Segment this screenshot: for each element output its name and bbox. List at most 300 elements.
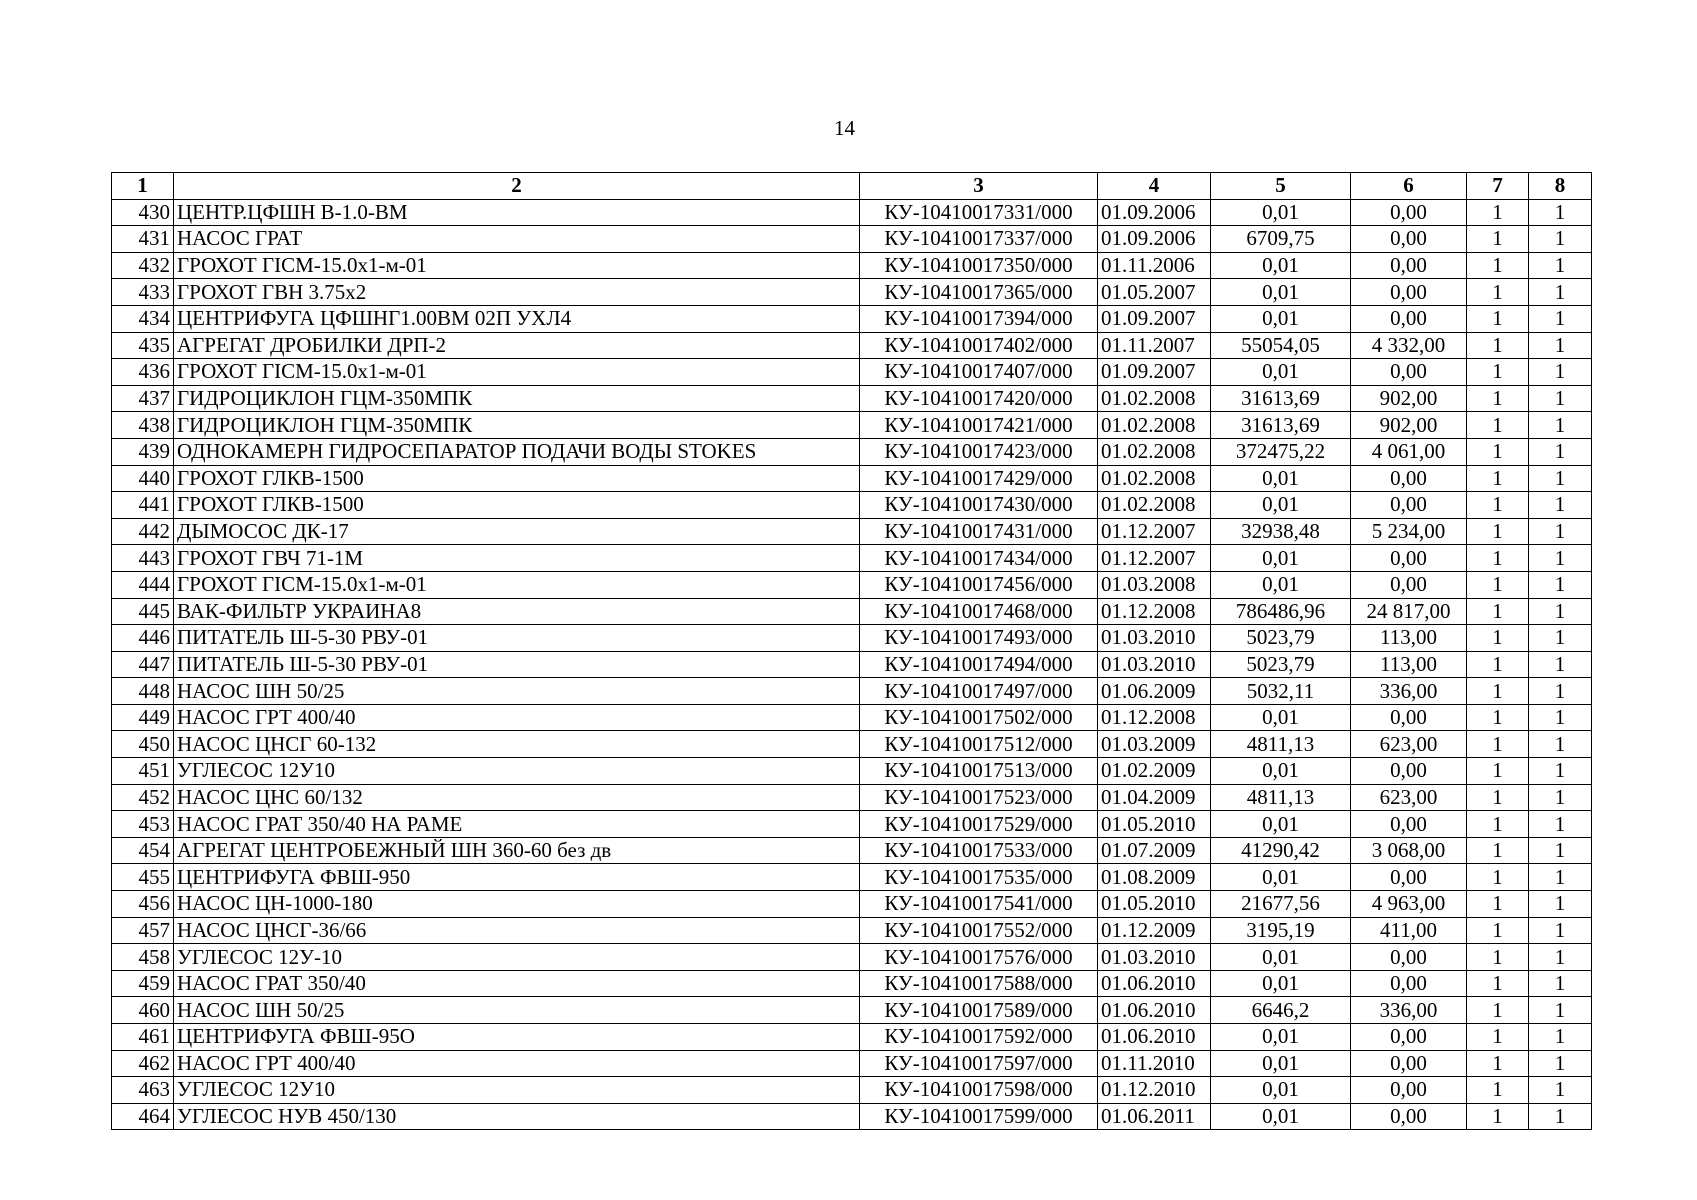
commission-date: 01.05.2010 [1098, 811, 1211, 838]
residual-value: 113,00 [1351, 625, 1467, 652]
quantity-col-8: 1 [1529, 199, 1592, 226]
quantity-col-8: 1 [1529, 465, 1592, 492]
row-number: 439 [112, 438, 174, 465]
equipment-name: ГИДРОЦИКЛОН ГЦМ-350МПК [174, 412, 860, 439]
residual-value: 0,00 [1351, 758, 1467, 785]
table-row [112, 731, 1592, 758]
equipment-name: НАСОС ГРАТ [174, 226, 860, 253]
commission-date: 01.12.2008 [1098, 598, 1211, 625]
residual-value: 3 068,00 [1351, 837, 1467, 864]
quantity-col-7: 1 [1467, 997, 1529, 1024]
quantity-col-7: 1 [1467, 1103, 1529, 1130]
residual-value: 0,00 [1351, 944, 1467, 971]
table-row [112, 678, 1592, 705]
table-row [112, 970, 1592, 997]
quantity-col-8: 1 [1529, 944, 1592, 971]
row-number: 460 [112, 997, 174, 1024]
quantity-col-8: 1 [1529, 1024, 1592, 1051]
quantity-col-8: 1 [1529, 784, 1592, 811]
equipment-name: ГРОХОТ ГЛКВ-1500 [174, 465, 860, 492]
quantity-col-7: 1 [1467, 571, 1529, 598]
quantity-col-8: 1 [1529, 385, 1592, 412]
residual-value: 902,00 [1351, 385, 1467, 412]
table-row [112, 997, 1592, 1024]
quantity-col-8: 1 [1529, 598, 1592, 625]
row-number: 462 [112, 1050, 174, 1077]
table-row [112, 252, 1592, 279]
inventory-code: КУ-10410017588/000 [860, 970, 1098, 997]
quantity-col-7: 1 [1467, 412, 1529, 439]
quantity-col-8: 1 [1529, 305, 1592, 332]
book-value: 0,01 [1211, 970, 1351, 997]
book-value: 41290,42 [1211, 837, 1351, 864]
quantity-col-8: 1 [1529, 758, 1592, 785]
inventory-code: КУ-10410017552/000 [860, 917, 1098, 944]
residual-value: 0,00 [1351, 226, 1467, 253]
book-value: 0,01 [1211, 492, 1351, 519]
book-value: 32938,48 [1211, 518, 1351, 545]
residual-value: 0,00 [1351, 359, 1467, 386]
commission-date: 01.06.2009 [1098, 678, 1211, 705]
quantity-col-7: 1 [1467, 385, 1529, 412]
header-col-7: 7 [1467, 173, 1529, 200]
book-value: 0,01 [1211, 704, 1351, 731]
quantity-col-7: 1 [1467, 465, 1529, 492]
equipment-name: АГРЕГАТ ДРОБИЛКИ ДРП-2 [174, 332, 860, 359]
equipment-name: ПИТАТЕЛЬ Ш-5-30 РВУ-01 [174, 625, 860, 652]
equipment-name: УГЛЕСОС 12У10 [174, 758, 860, 785]
table-row [112, 226, 1592, 253]
residual-value: 336,00 [1351, 678, 1467, 705]
commission-date: 01.12.2009 [1098, 917, 1211, 944]
table-body [112, 199, 1592, 1130]
quantity-col-7: 1 [1467, 252, 1529, 279]
quantity-col-8: 1 [1529, 704, 1592, 731]
book-value: 31613,69 [1211, 385, 1351, 412]
quantity-col-8: 1 [1529, 252, 1592, 279]
inventory-code: КУ-10410017429/000 [860, 465, 1098, 492]
residual-value: 0,00 [1351, 199, 1467, 226]
row-number: 431 [112, 226, 174, 253]
residual-value: 0,00 [1351, 704, 1467, 731]
quantity-col-7: 1 [1467, 891, 1529, 918]
book-value: 5023,79 [1211, 625, 1351, 652]
inventory-code: КУ-10410017599/000 [860, 1103, 1098, 1130]
equipment-name: ГРОХОТ ГІСМ-15.0х1-м-01 [174, 359, 860, 386]
inventory-code: КУ-10410017434/000 [860, 545, 1098, 572]
book-value: 3195,19 [1211, 917, 1351, 944]
residual-value: 336,00 [1351, 997, 1467, 1024]
table-row [112, 891, 1592, 918]
residual-value: 24 817,00 [1351, 598, 1467, 625]
book-value: 0,01 [1211, 279, 1351, 306]
commission-date: 01.09.2007 [1098, 359, 1211, 386]
residual-value: 5 234,00 [1351, 518, 1467, 545]
inventory-code: КУ-10410017493/000 [860, 625, 1098, 652]
commission-date: 01.08.2009 [1098, 864, 1211, 891]
quantity-col-7: 1 [1467, 492, 1529, 519]
quantity-col-8: 1 [1529, 571, 1592, 598]
inventory-code: КУ-10410017513/000 [860, 758, 1098, 785]
commission-date: 01.06.2010 [1098, 970, 1211, 997]
row-number: 448 [112, 678, 174, 705]
table-row [112, 811, 1592, 838]
inventory-code: КУ-10410017523/000 [860, 784, 1098, 811]
quantity-col-8: 1 [1529, 837, 1592, 864]
table-row [112, 305, 1592, 332]
quantity-col-8: 1 [1529, 1077, 1592, 1104]
quantity-col-7: 1 [1467, 359, 1529, 386]
book-value: 0,01 [1211, 758, 1351, 785]
quantity-col-7: 1 [1467, 598, 1529, 625]
residual-value: 0,00 [1351, 279, 1467, 306]
commission-date: 01.02.2009 [1098, 758, 1211, 785]
quantity-col-8: 1 [1529, 279, 1592, 306]
row-number: 455 [112, 864, 174, 891]
equipment-name: НАСОС ЦНС 60/132 [174, 784, 860, 811]
row-number: 430 [112, 199, 174, 226]
quantity-col-7: 1 [1467, 837, 1529, 864]
equipment-name: ГИДРОЦИКЛОН ГЦМ-350МПК [174, 385, 860, 412]
equipment-name: НАСОС ЦН-1000-180 [174, 891, 860, 918]
residual-value: 0,00 [1351, 970, 1467, 997]
inventory-code: КУ-10410017592/000 [860, 1024, 1098, 1051]
quantity-col-8: 1 [1529, 811, 1592, 838]
quantity-col-8: 1 [1529, 970, 1592, 997]
header-row [112, 173, 1592, 200]
inventory-code: КУ-10410017589/000 [860, 997, 1098, 1024]
row-number: 438 [112, 412, 174, 439]
inventory-code: КУ-10410017502/000 [860, 704, 1098, 731]
inventory-code: КУ-10410017576/000 [860, 944, 1098, 971]
inventory-code: КУ-10410017331/000 [860, 199, 1098, 226]
residual-value: 0,00 [1351, 571, 1467, 598]
row-number: 437 [112, 385, 174, 412]
inventory-code: КУ-10410017533/000 [860, 837, 1098, 864]
quantity-col-7: 1 [1467, 1050, 1529, 1077]
commission-date: 01.06.2010 [1098, 997, 1211, 1024]
table-row [112, 758, 1592, 785]
header-col-3: 3 [860, 173, 1098, 200]
table-row [112, 944, 1592, 971]
book-value: 6709,75 [1211, 226, 1351, 253]
commission-date: 01.02.2008 [1098, 412, 1211, 439]
book-value: 0,01 [1211, 465, 1351, 492]
commission-date: 01.05.2007 [1098, 279, 1211, 306]
inventory-code: КУ-10410017394/000 [860, 305, 1098, 332]
book-value: 0,01 [1211, 252, 1351, 279]
quantity-col-7: 1 [1467, 678, 1529, 705]
header-col-6: 6 [1351, 173, 1467, 200]
table-row [112, 385, 1592, 412]
row-number: 443 [112, 545, 174, 572]
equipment-name: ГРОХОТ ГЛКВ-1500 [174, 492, 860, 519]
residual-value: 0,00 [1351, 1103, 1467, 1130]
table-row [112, 465, 1592, 492]
inventory-code: КУ-10410017402/000 [860, 332, 1098, 359]
inventory-code: КУ-10410017494/000 [860, 651, 1098, 678]
commission-date: 01.03.2010 [1098, 625, 1211, 652]
quantity-col-7: 1 [1467, 811, 1529, 838]
book-value: 0,01 [1211, 864, 1351, 891]
quantity-col-7: 1 [1467, 784, 1529, 811]
header-col-4: 4 [1098, 173, 1211, 200]
equipment-name: ЦЕНТРИФУГА ФВШ-950 [174, 864, 860, 891]
quantity-col-8: 1 [1529, 651, 1592, 678]
quantity-col-8: 1 [1529, 1050, 1592, 1077]
quantity-col-8: 1 [1529, 678, 1592, 705]
commission-date: 01.11.2007 [1098, 332, 1211, 359]
inventory-code: КУ-10410017598/000 [860, 1077, 1098, 1104]
quantity-col-8: 1 [1529, 359, 1592, 386]
table-row [112, 438, 1592, 465]
table-row [112, 545, 1592, 572]
quantity-col-8: 1 [1529, 412, 1592, 439]
table-row [112, 598, 1592, 625]
row-number: 447 [112, 651, 174, 678]
book-value: 0,01 [1211, 359, 1351, 386]
equipment-name: НАСОС ШН 50/25 [174, 997, 860, 1024]
equipment-name: ЦЕНТРИФУГА ФВШ-95О [174, 1024, 860, 1051]
table-row [112, 784, 1592, 811]
row-number: 440 [112, 465, 174, 492]
quantity-col-7: 1 [1467, 199, 1529, 226]
header-col-1: 1 [112, 173, 174, 200]
inventory-code: КУ-10410017468/000 [860, 598, 1098, 625]
row-number: 451 [112, 758, 174, 785]
commission-date: 01.02.2008 [1098, 492, 1211, 519]
book-value: 5023,79 [1211, 651, 1351, 678]
row-number: 446 [112, 625, 174, 652]
row-number: 461 [112, 1024, 174, 1051]
row-number: 432 [112, 252, 174, 279]
equipment-table [111, 172, 1592, 1130]
quantity-col-8: 1 [1529, 891, 1592, 918]
commission-date: 01.02.2008 [1098, 385, 1211, 412]
table-row [112, 1077, 1592, 1104]
book-value: 4811,13 [1211, 784, 1351, 811]
residual-value: 902,00 [1351, 412, 1467, 439]
row-number: 454 [112, 837, 174, 864]
inventory-code: КУ-10410017597/000 [860, 1050, 1098, 1077]
header-col-5: 5 [1211, 173, 1351, 200]
commission-date: 01.03.2009 [1098, 731, 1211, 758]
row-number: 433 [112, 279, 174, 306]
book-value: 4811,13 [1211, 731, 1351, 758]
inventory-code: КУ-10410017421/000 [860, 412, 1098, 439]
table-row [112, 1103, 1592, 1130]
equipment-name: УГЛЕСОС 12У10 [174, 1077, 860, 1104]
equipment-name: НАСОС ГРТ 400/40 [174, 704, 860, 731]
row-number: 453 [112, 811, 174, 838]
inventory-code: КУ-10410017365/000 [860, 279, 1098, 306]
equipment-name: НАСОС ШН 50/25 [174, 678, 860, 705]
quantity-col-7: 1 [1467, 944, 1529, 971]
commission-date: 01.03.2010 [1098, 651, 1211, 678]
table-row [112, 917, 1592, 944]
table-row [112, 332, 1592, 359]
table-row [112, 1024, 1592, 1051]
row-number: 444 [112, 571, 174, 598]
quantity-col-7: 1 [1467, 704, 1529, 731]
residual-value: 0,00 [1351, 1077, 1467, 1104]
equipment-name: НАСОС ГРАТ 350/40 [174, 970, 860, 997]
row-number: 441 [112, 492, 174, 519]
book-value: 0,01 [1211, 1077, 1351, 1104]
book-value: 0,01 [1211, 545, 1351, 572]
commission-date: 01.09.2007 [1098, 305, 1211, 332]
row-number: 458 [112, 944, 174, 971]
quantity-col-7: 1 [1467, 226, 1529, 253]
quantity-col-8: 1 [1529, 731, 1592, 758]
equipment-name: УГЛЕСОС НУВ 450/130 [174, 1103, 860, 1130]
row-number: 464 [112, 1103, 174, 1130]
residual-value: 623,00 [1351, 784, 1467, 811]
inventory-code: КУ-10410017350/000 [860, 252, 1098, 279]
equipment-name: ГРОХОТ ГВЧ 71-1М [174, 545, 860, 572]
equipment-name: ГРОХОТ ГІСМ-15.0х1-м-01 [174, 571, 860, 598]
residual-value: 0,00 [1351, 1050, 1467, 1077]
commission-date: 01.02.2008 [1098, 438, 1211, 465]
residual-value: 0,00 [1351, 252, 1467, 279]
equipment-name: НАСОС ЦНСГ-36/66 [174, 917, 860, 944]
commission-date: 01.11.2006 [1098, 252, 1211, 279]
quantity-col-8: 1 [1529, 864, 1592, 891]
table-row [112, 837, 1592, 864]
residual-value: 623,00 [1351, 731, 1467, 758]
quantity-col-8: 1 [1529, 545, 1592, 572]
header-col-2: 2 [174, 173, 860, 200]
quantity-col-7: 1 [1467, 970, 1529, 997]
commission-date: 01.12.2007 [1098, 545, 1211, 572]
book-value: 0,01 [1211, 305, 1351, 332]
book-value: 0,01 [1211, 1024, 1351, 1051]
commission-date: 01.03.2008 [1098, 571, 1211, 598]
residual-value: 0,00 [1351, 465, 1467, 492]
quantity-col-7: 1 [1467, 279, 1529, 306]
inventory-code: КУ-10410017423/000 [860, 438, 1098, 465]
quantity-col-8: 1 [1529, 917, 1592, 944]
equipment-name: ПИТАТЕЛЬ Ш-5-30 РВУ-01 [174, 651, 860, 678]
row-number: 456 [112, 891, 174, 918]
book-value: 0,01 [1211, 944, 1351, 971]
quantity-col-7: 1 [1467, 651, 1529, 678]
table-row [112, 412, 1592, 439]
book-value: 6646,2 [1211, 997, 1351, 1024]
equipment-name: ОДНОКАМЕРН ГИДРОСЕПАРАТОР ПОДАЧИ ВОДЫ STOKES [174, 438, 860, 465]
quantity-col-8: 1 [1529, 226, 1592, 253]
commission-date: 01.12.2010 [1098, 1077, 1211, 1104]
table-row [112, 651, 1592, 678]
commission-date: 01.02.2008 [1098, 465, 1211, 492]
row-number: 459 [112, 970, 174, 997]
quantity-col-8: 1 [1529, 492, 1592, 519]
commission-date: 01.09.2006 [1098, 226, 1211, 253]
inventory-code: КУ-10410017535/000 [860, 864, 1098, 891]
quantity-col-7: 1 [1467, 332, 1529, 359]
commission-date: 01.04.2009 [1098, 784, 1211, 811]
commission-date: 01.06.2010 [1098, 1024, 1211, 1051]
residual-value: 0,00 [1351, 545, 1467, 572]
quantity-col-7: 1 [1467, 864, 1529, 891]
row-number: 442 [112, 518, 174, 545]
header-col-8: 8 [1529, 173, 1592, 200]
row-number: 436 [112, 359, 174, 386]
row-number: 445 [112, 598, 174, 625]
quantity-col-8: 1 [1529, 332, 1592, 359]
table-row [112, 864, 1592, 891]
commission-date: 01.12.2008 [1098, 704, 1211, 731]
residual-value: 0,00 [1351, 811, 1467, 838]
table-row [112, 359, 1592, 386]
table-row [112, 704, 1592, 731]
book-value: 5032,11 [1211, 678, 1351, 705]
equipment-name: ЦЕНТР.ЦФШН В-1.0-ВМ [174, 199, 860, 226]
quantity-col-8: 1 [1529, 997, 1592, 1024]
row-number: 463 [112, 1077, 174, 1104]
residual-value: 4 332,00 [1351, 332, 1467, 359]
row-number: 457 [112, 917, 174, 944]
table-row [112, 199, 1592, 226]
book-value: 0,01 [1211, 1050, 1351, 1077]
quantity-col-7: 1 [1467, 518, 1529, 545]
page-number: 14 [834, 116, 855, 140]
commission-date: 01.06.2011 [1098, 1103, 1211, 1130]
commission-date: 01.09.2006 [1098, 199, 1211, 226]
book-value: 0,01 [1211, 571, 1351, 598]
equipment-name: АГРЕГАТ ЦЕНТРОБЕЖНЫЙ ШН 360-60 без дв [174, 837, 860, 864]
book-value: 0,01 [1211, 199, 1351, 226]
inventory-code: КУ-10410017337/000 [860, 226, 1098, 253]
inventory-code: КУ-10410017430/000 [860, 492, 1098, 519]
commission-date: 01.11.2010 [1098, 1050, 1211, 1077]
equipment-name: НАСОС ГРТ 400/40 [174, 1050, 860, 1077]
residual-value: 0,00 [1351, 864, 1467, 891]
quantity-col-7: 1 [1467, 917, 1529, 944]
row-number: 450 [112, 731, 174, 758]
row-number: 449 [112, 704, 174, 731]
table-row [112, 492, 1592, 519]
inventory-code: КУ-10410017512/000 [860, 731, 1098, 758]
inventory-code: КУ-10410017420/000 [860, 385, 1098, 412]
quantity-col-8: 1 [1529, 625, 1592, 652]
equipment-name: НАСОС ГРАТ 350/40 НА РАМЕ [174, 811, 860, 838]
equipment-name: ВАК-ФИЛЬТР УКРАИНА8 [174, 598, 860, 625]
quantity-col-7: 1 [1467, 625, 1529, 652]
quantity-col-7: 1 [1467, 758, 1529, 785]
book-value: 31613,69 [1211, 412, 1351, 439]
quantity-col-8: 1 [1529, 1103, 1592, 1130]
quantity-col-7: 1 [1467, 1024, 1529, 1051]
row-number: 434 [112, 305, 174, 332]
residual-value: 113,00 [1351, 651, 1467, 678]
equipment-name: ГРОХОТ ГІСМ-15.0х1-м-01 [174, 252, 860, 279]
inventory-code: КУ-10410017497/000 [860, 678, 1098, 705]
row-number: 452 [112, 784, 174, 811]
table-row [112, 279, 1592, 306]
residual-value: 4 061,00 [1351, 438, 1467, 465]
quantity-col-8: 1 [1529, 518, 1592, 545]
quantity-col-7: 1 [1467, 1077, 1529, 1104]
equipment-name: УГЛЕСОС 12У-10 [174, 944, 860, 971]
inventory-code: КУ-10410017431/000 [860, 518, 1098, 545]
table-row [112, 518, 1592, 545]
quantity-col-7: 1 [1467, 545, 1529, 572]
quantity-col-7: 1 [1467, 438, 1529, 465]
residual-value: 0,00 [1351, 305, 1467, 332]
equipment-name: ЦЕНТРИФУГА ЦФШНГ1.00ВМ 02П УХЛ4 [174, 305, 860, 332]
commission-date: 01.05.2010 [1098, 891, 1211, 918]
